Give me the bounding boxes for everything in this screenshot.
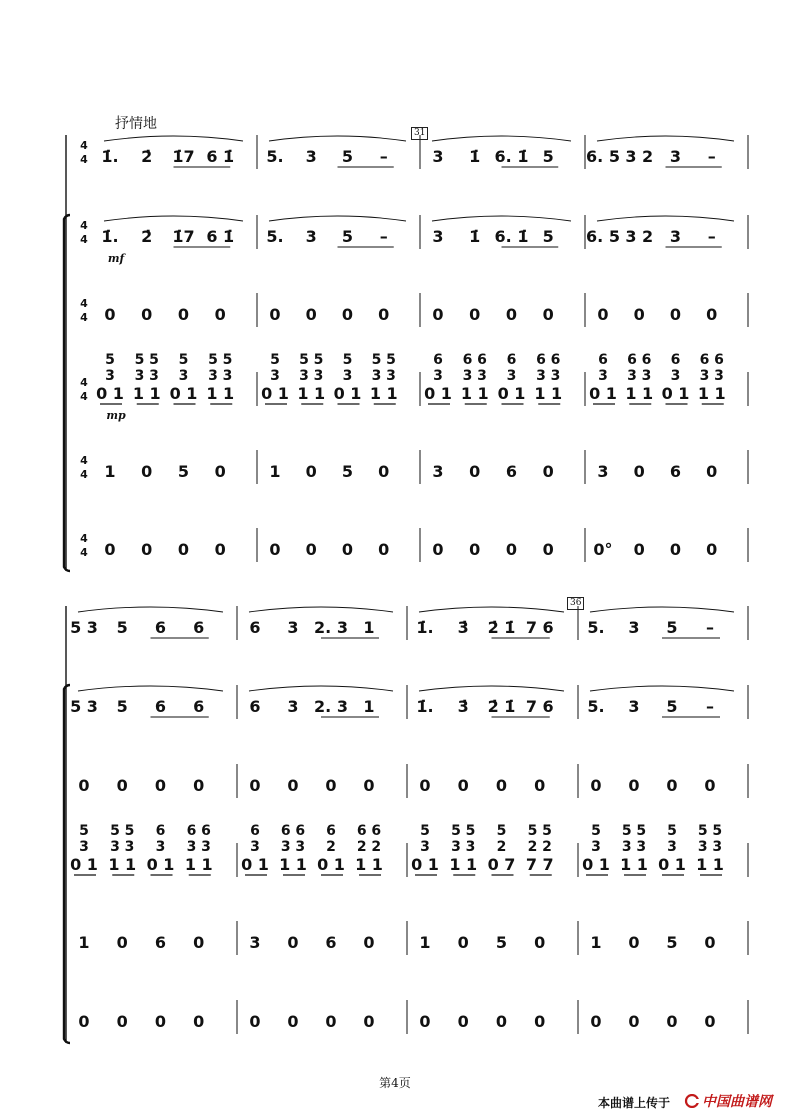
note-solo: 5 3	[70, 618, 98, 637]
note-rest: 0	[505, 305, 518, 324]
time-sig-bottom: 4	[80, 468, 88, 481]
note-solo: 1̇7	[172, 147, 195, 166]
chord-mid: 3	[670, 368, 681, 384]
note-chord_bot: 1 1	[184, 855, 213, 874]
note-bass: 0	[534, 933, 546, 952]
note-melody: –	[707, 227, 716, 246]
note-melody: 6 1̇	[206, 227, 235, 246]
slur	[249, 686, 393, 691]
chord-mid: 3 3	[627, 368, 652, 384]
note-rest: 0	[378, 305, 390, 324]
slur	[590, 686, 734, 691]
note-solo: 3	[305, 147, 317, 166]
note-melody: 6	[249, 697, 261, 716]
note-solo: 3	[432, 147, 444, 166]
note-chord_bot: 1 1	[206, 384, 235, 403]
note-chord_bot: 0 1	[169, 384, 198, 403]
note-solo: 1̇	[469, 147, 481, 166]
slur	[269, 136, 406, 141]
note-melody: 3	[305, 227, 317, 246]
note-bass: 6	[325, 933, 337, 952]
note-bass: 5	[495, 933, 508, 952]
chord-top: 5 5	[134, 352, 159, 368]
note-chord_bot: 0 1	[661, 384, 690, 403]
note-melody: 3̇	[457, 697, 469, 716]
note-chord_bot: 0 1	[589, 384, 617, 403]
note-melody: 5	[116, 697, 128, 716]
note-bass2: 0	[78, 1012, 90, 1031]
note-chord_bot: 1 1	[697, 384, 726, 403]
chord-top: 6	[506, 352, 517, 368]
note-bass2: 0	[534, 1012, 546, 1031]
note-chord_bot: 0 1	[658, 855, 686, 874]
chord-mid: 3	[105, 368, 115, 384]
note-rest: 0	[363, 776, 375, 795]
note-bass2: 0	[325, 1012, 337, 1031]
note-solo: 3	[628, 618, 640, 637]
note-rest: 0	[249, 776, 261, 795]
note-bass: 0	[633, 462, 645, 481]
note-chord_bot: 1 1	[449, 855, 478, 874]
upload-text: 本曲谱上传于	[598, 1096, 671, 1110]
chord-top: 5 5	[299, 352, 324, 368]
note-bass: 0	[378, 462, 390, 481]
chord-mid: 2	[496, 839, 507, 855]
note-bass2: 0	[704, 1012, 716, 1031]
time-sig-top: 4	[80, 297, 88, 310]
note-bass2: 0	[363, 1012, 375, 1031]
time-sig-top: 4	[80, 219, 88, 232]
note-bass2: 0	[633, 540, 645, 559]
chord-top: 6 6	[186, 823, 211, 839]
chord-mid: 2	[326, 839, 336, 855]
note-bass: 1	[104, 462, 116, 481]
chord-mid: 3 3	[110, 839, 135, 855]
note-rest: 0	[269, 305, 281, 324]
note-melody: 5	[542, 227, 554, 246]
note-rest: 0	[141, 305, 153, 324]
slur	[78, 686, 223, 691]
measure-number-31: 31	[411, 127, 428, 140]
note-bass: 1	[590, 933, 602, 952]
chord-top: 5 5	[110, 823, 135, 839]
note-rest: 0	[633, 305, 645, 324]
note-bass: 0	[214, 462, 226, 481]
note-rest: 0	[495, 776, 508, 795]
note-chord_bot: 0 1	[497, 384, 526, 403]
note-bass: 0	[542, 462, 554, 481]
note-solo: –	[707, 147, 716, 166]
note-chord_bot: 0 1	[70, 855, 98, 874]
note-solo: 6	[154, 618, 167, 637]
note-bass: 0	[141, 462, 153, 481]
note-bass: 6	[505, 462, 518, 481]
note-rest: 0	[666, 776, 678, 795]
chord-top: 6 6	[699, 352, 724, 368]
note-chord_bot: 1 1	[534, 384, 563, 403]
note-chord_bot: 0 1	[424, 384, 452, 403]
note-bass: 5	[666, 933, 678, 952]
note-melody: 1̇.	[101, 227, 119, 246]
note-melody: 7 6	[525, 697, 554, 716]
note-chord_bot: 0 1	[582, 855, 610, 874]
note-rest: 0	[78, 776, 90, 795]
chord-mid: 3	[155, 839, 166, 855]
note-melody: 1̇	[469, 227, 481, 246]
chord-mid: 3	[433, 368, 443, 384]
note-bass: 0	[706, 462, 718, 481]
note-bass: 0	[116, 933, 128, 952]
chord-mid: 2 2	[356, 839, 382, 855]
chord-top: 6	[433, 352, 443, 368]
chord-top: 5 5	[451, 823, 476, 839]
chord-top: 6 6	[280, 823, 306, 839]
chord-top: 5	[496, 823, 507, 839]
chord-top: 6 6	[462, 352, 487, 368]
note-chord_bot: 7 7	[525, 855, 554, 874]
note-melody: 3 2	[625, 227, 654, 246]
note-bass2: 0	[214, 540, 226, 559]
time-sig-bottom: 4	[80, 546, 88, 559]
time-sig-bottom: 4	[80, 311, 88, 324]
note-melody: 1	[363, 697, 375, 716]
chord-mid: 3	[667, 839, 677, 855]
staff-lines	[64, 135, 748, 1043]
note-bass2: 0	[193, 1012, 205, 1031]
note-melody: 3	[628, 697, 640, 716]
note-bass2: 0	[141, 540, 153, 559]
note-solo: 1̇.	[101, 147, 119, 166]
note-solo: –	[706, 618, 714, 637]
note-chord_bot: 1 1	[279, 855, 307, 874]
slur	[419, 686, 564, 691]
note-rest: 0	[469, 305, 481, 324]
note-chord_bot: 1 1	[108, 855, 137, 874]
note-melody: 6. 1̇	[494, 227, 529, 246]
note-melody: 5.	[266, 227, 284, 246]
note-solo: 3̇	[457, 618, 469, 637]
chord-mid: 2 2	[527, 839, 552, 855]
note-solo: 5	[542, 147, 554, 166]
note-bass2: 0	[341, 540, 354, 559]
note-bass2: 0	[542, 540, 554, 559]
note-solo: 1	[363, 618, 375, 637]
note-chord_bot: 1 1	[297, 384, 326, 403]
note-rest: 0	[325, 776, 337, 795]
chord-top: 5 5	[208, 352, 233, 368]
note-solo: 5	[116, 618, 128, 637]
note-rest: 0	[432, 305, 444, 324]
note-rest: 0	[706, 305, 718, 324]
note-rest: 0	[193, 776, 205, 795]
chord-mid: 3 3	[371, 368, 396, 384]
chord-mid: 3 3	[451, 839, 476, 855]
note-chord_bot: 0 1	[317, 855, 345, 874]
slur	[597, 216, 734, 221]
slur	[249, 607, 393, 612]
note-bass: 1	[78, 933, 90, 952]
note-solo: 1̇.	[416, 618, 434, 637]
chord-mid: 3 3	[462, 368, 487, 384]
note-solo: 6. 5	[586, 147, 620, 166]
note-rest: 0	[590, 776, 602, 795]
note-rest: 0	[419, 776, 431, 795]
slur	[432, 216, 571, 221]
slur	[78, 607, 223, 612]
note-rest: 0	[154, 776, 167, 795]
chord-top: 6 6	[356, 823, 382, 839]
note-rest: 0	[704, 776, 716, 795]
chord-mid: 3	[79, 839, 89, 855]
chord-mid: 3 3	[134, 368, 159, 384]
note-bass2: 0	[457, 1012, 469, 1031]
note-melody: –	[706, 697, 714, 716]
note-rest: 0	[457, 776, 469, 795]
note-rest: 0	[542, 305, 554, 324]
note-chord_bot: 0 7	[487, 855, 516, 874]
note-melody: 2. 3	[314, 697, 348, 716]
note-solo: 3	[287, 618, 299, 637]
note-chord_bot: 1 1	[460, 384, 489, 403]
chord-top: 5 5	[527, 823, 552, 839]
tempo-marking: 抒情地	[115, 116, 157, 132]
note-bass2: 0	[116, 1012, 128, 1031]
chord-top: 5	[178, 352, 189, 368]
note-rest: 0	[287, 776, 299, 795]
note-chord_bot: 0 1	[96, 384, 124, 403]
site-logo-icon	[684, 1094, 700, 1108]
note-bass2: 0	[249, 1012, 261, 1031]
note-chord_bot: 0 1	[411, 855, 439, 874]
note-melody: 3	[669, 227, 682, 246]
note-bass2: 0	[177, 540, 190, 559]
note-bass2: 0	[419, 1012, 431, 1031]
note-bass: 3	[432, 462, 444, 481]
chord-top: 5 5	[371, 352, 396, 368]
note-chord_bot: 0 1	[261, 384, 289, 403]
measure-number-36: 36	[567, 597, 584, 610]
chord-top: 6	[670, 352, 681, 368]
chord-mid: 3 3	[208, 368, 233, 384]
chord-mid: 3	[420, 839, 430, 855]
note-melody: 6. 5	[586, 227, 620, 246]
time-sig-bottom: 4	[80, 233, 88, 246]
note-bass: 1	[269, 462, 281, 481]
note-solo: 7 6	[525, 618, 554, 637]
note-bass: 3	[597, 462, 609, 481]
note-melody: 3	[287, 697, 299, 716]
dynamic-mp: mp	[106, 409, 126, 422]
time-sig-top: 4	[80, 532, 88, 545]
note-bass2: 0	[287, 1012, 299, 1031]
note-rest: 0	[597, 305, 609, 324]
note-solo: 5.	[266, 147, 284, 166]
slur	[269, 216, 406, 221]
chord-mid: 3 3	[536, 368, 561, 384]
site-name[interactable]: 中国曲谱网	[702, 1094, 772, 1110]
chord-mid: 3 3	[186, 839, 211, 855]
note-solo: 2̇	[141, 147, 153, 166]
note-bass: 0	[305, 462, 317, 481]
note-melody: 2̇ 1̇	[487, 697, 516, 716]
time-sig-top: 4	[80, 454, 88, 467]
chord-mid: 3	[342, 368, 353, 384]
note-chord_bot: 1 1	[355, 855, 383, 874]
chord-mid: 3	[598, 368, 608, 384]
note-melody: 6	[154, 697, 167, 716]
note-bass: 3	[249, 933, 261, 952]
note-rest: 0	[669, 305, 682, 324]
note-bass2: 0	[378, 540, 390, 559]
slur	[597, 136, 734, 141]
note-melody: 5	[666, 697, 678, 716]
note-chord_bot: 1 1	[625, 384, 654, 403]
note-bass2: 0	[706, 540, 718, 559]
note-solo: 6 1̇	[206, 147, 235, 166]
note-solo: 2. 3	[314, 618, 348, 637]
note-rest: 0	[116, 776, 128, 795]
chord-mid: 3 3	[699, 368, 724, 384]
note-bass: 6	[669, 462, 682, 481]
note-melody: –	[379, 227, 388, 246]
chord-top: 6 6	[627, 352, 652, 368]
note-melody: 1̇7	[172, 227, 195, 246]
note-chord_bot: 1 1	[620, 855, 648, 874]
page-number: 第4页	[379, 1076, 411, 1090]
chord-top: 6	[326, 823, 336, 839]
chord-mid: 3 3	[697, 839, 723, 855]
dynamic-mf: mf	[107, 252, 125, 265]
chord-top: 5	[420, 823, 430, 839]
chord-top: 5	[105, 352, 115, 368]
note-melody: 5	[341, 227, 354, 246]
chord-mid: 3 3	[299, 368, 324, 384]
note-bass2: 0	[495, 1012, 508, 1031]
note-bass2: 0	[104, 540, 116, 559]
note-bass2: 0	[154, 1012, 167, 1031]
note-bass2: 0	[628, 1012, 640, 1031]
time-sig-top: 4	[80, 139, 88, 152]
notes-layer	[70, 136, 734, 1031]
slur	[590, 607, 734, 612]
note-solo: 5	[666, 618, 678, 637]
slur	[104, 216, 243, 221]
chord-top: 5	[591, 823, 601, 839]
note-rest: 0	[628, 776, 640, 795]
note-solo: 6	[193, 618, 205, 637]
note-bass2: 0	[432, 540, 444, 559]
slur	[419, 607, 564, 612]
note-bass: 0	[457, 933, 469, 952]
chord-mid: 3	[250, 839, 260, 855]
chord-mid: 3	[506, 368, 517, 384]
note-bass: 0	[469, 462, 481, 481]
note-melody: 3	[432, 227, 444, 246]
chord-mid: 3 3	[280, 839, 306, 855]
note-chord_bot: 0 1	[146, 855, 175, 874]
system-bracket	[64, 215, 70, 571]
slur	[432, 136, 571, 141]
note-solo: 5.	[587, 618, 605, 637]
note-melody: 6	[193, 697, 205, 716]
note-chord_bot: 1 1	[696, 855, 724, 874]
note-melody: 5.	[587, 697, 605, 716]
note-solo: 5	[341, 147, 354, 166]
note-bass2: 0°	[593, 540, 613, 559]
time-sig-bottom: 4	[80, 153, 88, 166]
note-bass2: 0	[505, 540, 518, 559]
chord-top: 5	[270, 352, 280, 368]
note-bass: 0	[628, 933, 640, 952]
chord-top: 5	[79, 823, 89, 839]
note-bass2: 0	[666, 1012, 678, 1031]
note-bass: 6	[154, 933, 167, 952]
note-chord_bot: 1 1	[132, 384, 161, 403]
note-solo: 3 2	[625, 147, 654, 166]
note-melody: 5 3	[70, 697, 98, 716]
chord-top: 5	[342, 352, 353, 368]
note-bass2: 0	[669, 540, 682, 559]
note-solo: 6. 1̇	[494, 147, 529, 166]
note-solo: 3	[669, 147, 682, 166]
note-solo: 2̇ 1̇	[487, 618, 516, 637]
chord-top: 5	[667, 823, 677, 839]
note-bass: 0	[193, 933, 205, 952]
chord-mid: 3	[270, 368, 280, 384]
note-bass: 0	[287, 933, 299, 952]
slur	[104, 136, 243, 141]
note-bass2: 0	[305, 540, 317, 559]
time-sig-top: 4	[80, 376, 88, 389]
chord-top: 6 6	[536, 352, 561, 368]
note-melody: 2̇	[141, 227, 153, 246]
note-rest: 0	[177, 305, 190, 324]
note-rest: 0	[534, 776, 546, 795]
chord-top: 5 5	[697, 823, 723, 839]
note-rest: 0	[214, 305, 226, 324]
note-rest: 0	[305, 305, 317, 324]
note-solo: 6	[249, 618, 261, 637]
chord-top: 6	[155, 823, 166, 839]
note-bass: 0	[363, 933, 375, 952]
time-sig-bottom: 4	[80, 390, 88, 403]
note-bass: 0	[704, 933, 716, 952]
note-solo: –	[379, 147, 388, 166]
note-bass: 5	[341, 462, 354, 481]
note-rest: 0	[104, 305, 116, 324]
note-chord_bot: 0 1	[333, 384, 362, 403]
note-chord_bot: 1 1	[369, 384, 398, 403]
note-chord_bot: 0 1	[241, 855, 269, 874]
chord-top: 5 5	[621, 823, 647, 839]
note-bass: 1	[419, 933, 431, 952]
chord-mid: 3	[178, 368, 189, 384]
chord-top: 6	[598, 352, 608, 368]
note-bass: 5	[177, 462, 190, 481]
note-melody: 1̇.	[416, 697, 434, 716]
chord-mid: 3 3	[621, 839, 647, 855]
chord-top: 6	[250, 823, 260, 839]
chord-mid: 3	[591, 839, 601, 855]
note-bass2: 0	[469, 540, 481, 559]
note-rest: 0	[341, 305, 354, 324]
note-bass2: 0	[590, 1012, 602, 1031]
note-bass2: 0	[269, 540, 281, 559]
